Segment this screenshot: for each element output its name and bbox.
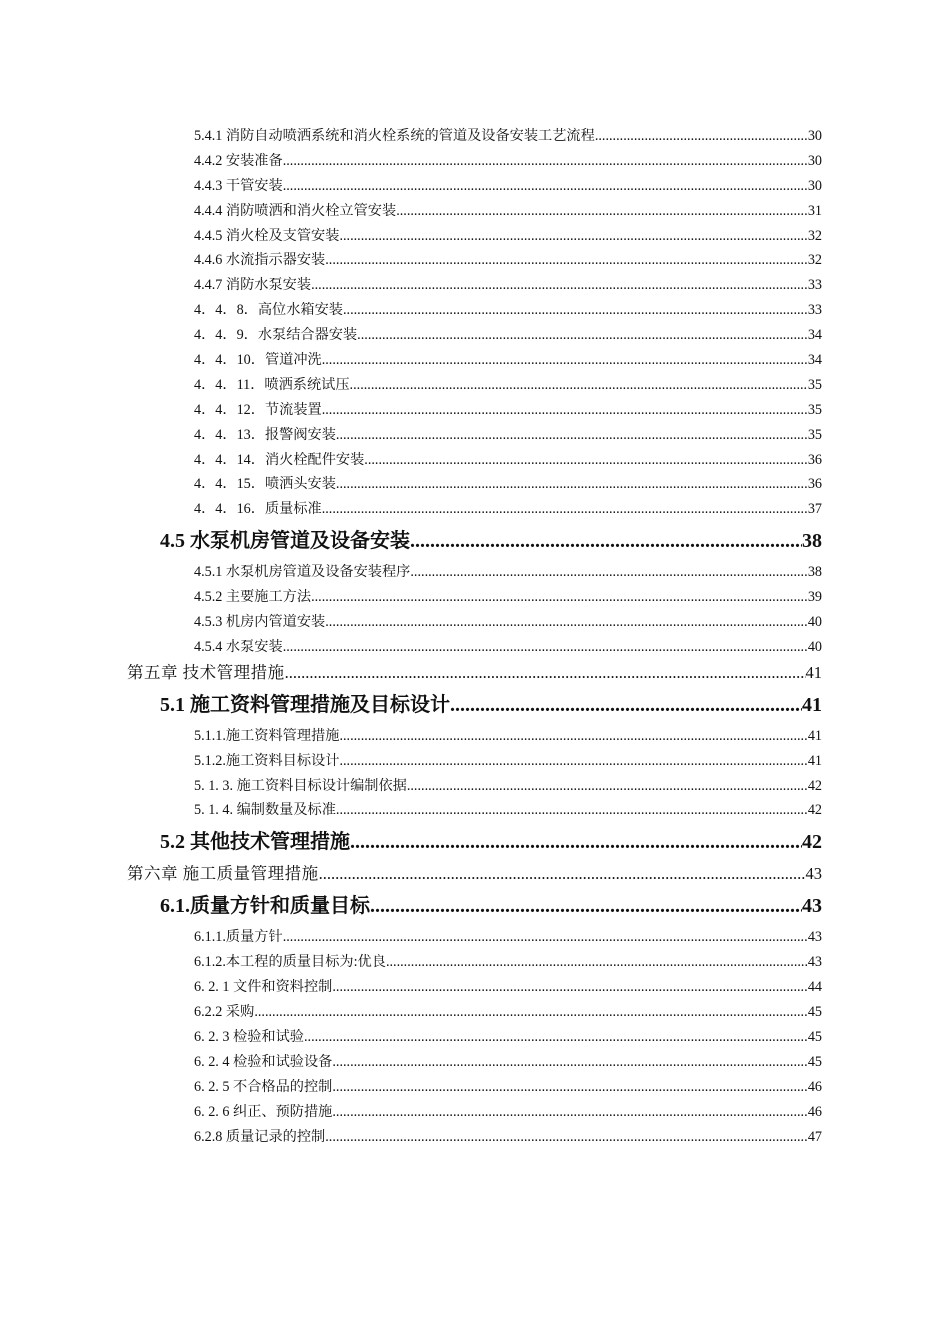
toc-leader-dots — [311, 585, 808, 610]
toc-entry-label: 4.4.6 水流指示器安装 — [194, 252, 326, 269]
toc-entry-label: 4．4．14．消火栓配件安装 — [194, 451, 365, 468]
toc-leader-dots — [410, 522, 802, 560]
toc-section-entry[interactable] — [160, 522, 822, 560]
toc-entry-label: 4．4．9．水泵结合器安装 — [194, 327, 358, 344]
toc-entry-label: 6.2.8 质量记录的控制 — [194, 1128, 326, 1145]
toc-page-number: 36 — [807, 476, 822, 493]
table-of-contents — [0, 124, 950, 1149]
toc-subsection-entry[interactable] — [194, 798, 822, 823]
toc-entry-label: 6.2.2 采购 — [194, 1004, 255, 1021]
toc-entry-label: 4.5.3 机房内管道安装 — [194, 614, 326, 631]
toc-entry-label: 4.4.7 消防水泵安装 — [194, 277, 312, 294]
toc-entry-label: 4.4.2 安装准备 — [194, 152, 283, 169]
toc-subsection-entry[interactable] — [194, 199, 822, 224]
toc-page-number: 36 — [807, 451, 822, 468]
toc-entry-label: 4．4．16．质量标准 — [194, 501, 322, 518]
toc-subsection-entry[interactable] — [194, 1125, 822, 1150]
toc-subsection-entry[interactable] — [194, 585, 822, 610]
toc-leader-dots — [322, 497, 808, 522]
toc-leader-dots — [336, 472, 808, 497]
toc-leader-dots — [339, 224, 807, 249]
toc-entry-label: 4.4.5 消火栓及支管安装 — [194, 227, 340, 244]
toc-page-number: 41 — [807, 752, 822, 769]
toc-leader-dots — [410, 560, 807, 585]
toc-subsection-entry[interactable] — [194, 749, 822, 774]
toc-page-number: 30 — [807, 128, 822, 144]
toc-leader-dots — [325, 248, 808, 273]
toc-entry-label: 6.1.2.本工程的质量目标为:优良 — [194, 954, 386, 971]
toc-entry-label: 5.1.1.施工资料管理措施 — [194, 727, 340, 744]
toc-subsection-entry[interactable] — [194, 724, 822, 749]
toc-leader-dots — [304, 1025, 808, 1050]
toc-page-number: 34 — [807, 352, 822, 369]
toc-subsection-entry[interactable] — [194, 950, 822, 975]
toc-leader-dots — [283, 635, 808, 660]
toc-entry-label: 4.5 水泵机房管道及设备安装 — [160, 530, 410, 553]
toc-leader-dots — [332, 975, 807, 1000]
toc-leader-dots — [339, 749, 807, 774]
toc-entry-label: 4．4．12．节流装置 — [194, 401, 322, 418]
toc-page-number: 45 — [807, 1053, 822, 1070]
toc-leader-dots — [254, 1000, 808, 1025]
toc-page-number: 37 — [807, 501, 822, 518]
toc-leader-dots — [283, 149, 808, 174]
toc-subsection-entry[interactable] — [194, 925, 822, 950]
toc-subsection-entry[interactable] — [194, 975, 822, 1000]
toc-section-entry[interactable] — [160, 823, 822, 861]
toc-leader-dots — [396, 199, 808, 224]
toc-page-number: 41 — [807, 727, 822, 744]
toc-page-number: 35 — [807, 426, 822, 443]
toc-page-number: 39 — [807, 589, 822, 606]
toc-leader-dots — [319, 861, 806, 887]
toc-leader-dots — [325, 610, 808, 635]
toc-subsection-entry[interactable] — [194, 174, 822, 199]
toc-entry-label: 5.4.1 消防自动喷洒系统和消火栓系统的管道及设备安装工艺流程 — [194, 128, 595, 144]
toc-section-entry[interactable] — [160, 686, 822, 724]
toc-page-number: 42 — [807, 802, 822, 819]
toc-entry-label: 第五章 技术管理措施 — [127, 662, 285, 682]
toc-entry-label: 6. 2. 4 检验和试验设备 — [194, 1053, 333, 1070]
toc-entry-label: 5.1 施工资料管理措施及目标设计 — [160, 693, 450, 716]
toc-page-number: 35 — [807, 401, 822, 418]
toc-subsection-entry[interactable] — [194, 323, 822, 348]
toc-subsection-entry[interactable] — [194, 497, 822, 522]
toc-chapter-entry[interactable] — [127, 861, 822, 887]
toc-subsection-entry[interactable] — [194, 298, 822, 323]
toc-entry-label: 4.5.1 水泵机房管道及设备安装程序 — [194, 564, 411, 581]
toc-subsection-entry[interactable] — [194, 149, 822, 174]
toc-page-number: 45 — [807, 1028, 822, 1045]
toc-page-number: 42 — [802, 831, 822, 854]
toc-subsection-entry[interactable] — [194, 373, 822, 398]
toc-entry-label: 6.1.质量方针和质量目标 — [160, 895, 370, 918]
toc-page-number: 44 — [807, 979, 822, 996]
toc-page-number: 42 — [807, 777, 822, 794]
toc-page-number: 30 — [807, 177, 822, 194]
toc-page-number: 38 — [802, 530, 822, 553]
toc-leader-dots — [595, 124, 808, 149]
toc-subsection-entry[interactable] — [194, 224, 822, 249]
toc-leader-dots — [336, 423, 808, 448]
toc-subsection-entry[interactable] — [194, 423, 822, 448]
toc-entry-label: 6. 2. 6 纠正、预防措施 — [194, 1103, 333, 1120]
toc-leader-dots — [407, 774, 808, 799]
toc-subsection-entry[interactable] — [194, 124, 822, 149]
toc-leader-dots — [311, 273, 808, 298]
toc-leader-dots — [386, 950, 808, 975]
toc-page-number: 43 — [802, 895, 822, 918]
toc-leader-dots — [283, 174, 808, 199]
toc-subsection-entry[interactable] — [194, 560, 822, 585]
toc-page-number: 30 — [807, 152, 822, 169]
toc-entry-label: 4.4.3 干管安装 — [194, 177, 283, 194]
toc-entry-label: 4．4．15．喷洒头安装 — [194, 476, 336, 493]
toc-leader-dots — [332, 1100, 807, 1125]
toc-leader-dots — [336, 798, 808, 823]
toc-entry-label: 6. 2. 3 检验和试验 — [194, 1028, 304, 1045]
toc-subsection-entry[interactable] — [194, 610, 822, 635]
toc-subsection-entry[interactable] — [194, 1025, 822, 1050]
toc-entry-label: 4.4.4 消防喷洒和消火栓立管安装 — [194, 202, 397, 219]
toc-subsection-entry[interactable] — [194, 774, 822, 799]
toc-subsection-entry[interactable] — [194, 348, 822, 373]
toc-page-number: 47 — [807, 1128, 822, 1145]
toc-page-number: 43 — [807, 929, 822, 946]
toc-entry-label: 4．4．8．高位水箱安装 — [194, 302, 343, 319]
toc-page-number: 38 — [807, 564, 822, 581]
toc-entry-label: 5.1.2.施工资料目标设计 — [194, 752, 340, 769]
toc-subsection-entry[interactable] — [194, 1075, 822, 1100]
toc-leader-dots — [285, 660, 806, 686]
toc-page-number: 34 — [807, 327, 822, 344]
toc-chapter-entry[interactable] — [127, 660, 822, 686]
toc-entry-label: 5. 1. 4. 编制数量及标准 — [194, 802, 336, 819]
toc-entry-label: 6. 2. 5 不合格品的控制 — [194, 1078, 333, 1095]
toc-entry-label: 6.1.1.质量方针 — [194, 929, 283, 946]
toc-page-number: 41 — [805, 662, 822, 682]
toc-leader-dots — [322, 348, 808, 373]
toc-subsection-entry[interactable] — [194, 1100, 822, 1125]
toc-page-number: 32 — [807, 227, 822, 244]
toc-subsection-entry[interactable] — [194, 1050, 822, 1075]
toc-leader-dots — [322, 398, 808, 423]
toc-subsection-entry[interactable] — [194, 472, 822, 497]
toc-leader-dots — [370, 887, 802, 925]
toc-leader-dots — [450, 686, 802, 724]
toc-page-number: 43 — [805, 864, 822, 884]
toc-subsection-entry[interactable] — [194, 398, 822, 423]
toc-page-number: 35 — [807, 376, 822, 393]
toc-subsection-entry[interactable] — [194, 248, 822, 273]
toc-leader-dots — [332, 1050, 807, 1075]
toc-subsection-entry[interactable] — [194, 448, 822, 473]
toc-entry-label: 第六章 施工质量管理措施 — [127, 864, 319, 884]
toc-subsection-entry[interactable] — [194, 1000, 822, 1025]
toc-leader-dots — [350, 373, 808, 398]
toc-leader-dots — [357, 323, 808, 348]
toc-entry-label: 4.5.4 水泵安装 — [194, 638, 283, 655]
toc-subsection-entry[interactable] — [194, 635, 822, 660]
toc-subsection-entry[interactable] — [194, 273, 822, 298]
toc-leader-dots — [364, 448, 808, 473]
toc-entry-label: 5.2 其他技术管理措施 — [160, 831, 350, 854]
toc-page-number: 33 — [807, 302, 822, 319]
toc-page-number: 40 — [807, 614, 822, 631]
toc-page-number: 32 — [807, 252, 822, 269]
toc-entry-label: 4．4．11．喷洒系统试压 — [194, 376, 350, 393]
toc-page-number: 46 — [807, 1103, 822, 1120]
toc-leader-dots — [343, 298, 808, 323]
toc-leader-dots — [350, 823, 802, 861]
toc-page-number: 45 — [807, 1004, 822, 1021]
toc-leader-dots — [339, 724, 807, 749]
toc-entry-label: 6. 2. 1 文件和资料控制 — [194, 979, 333, 996]
toc-entry-label: 4．4．13．报警阀安装 — [194, 426, 336, 443]
toc-section-entry[interactable] — [160, 887, 822, 925]
toc-page-number: 33 — [807, 277, 822, 294]
toc-page-number: 43 — [807, 954, 822, 971]
toc-entry-label: 4.5.2 主要施工方法 — [194, 589, 312, 606]
toc-leader-dots — [332, 1075, 807, 1100]
toc-leader-dots — [283, 925, 808, 950]
toc-page-number: 46 — [807, 1078, 822, 1095]
toc-entry-label: 5. 1. 3. 施工资料目标设计编制依据 — [194, 777, 407, 794]
toc-leader-dots — [325, 1125, 808, 1150]
toc-entry-label: 4．4．10．管道冲洗 — [194, 352, 322, 369]
toc-page-number: 31 — [807, 202, 822, 219]
toc-page-number: 41 — [802, 693, 822, 716]
toc-page-number: 40 — [807, 638, 822, 655]
